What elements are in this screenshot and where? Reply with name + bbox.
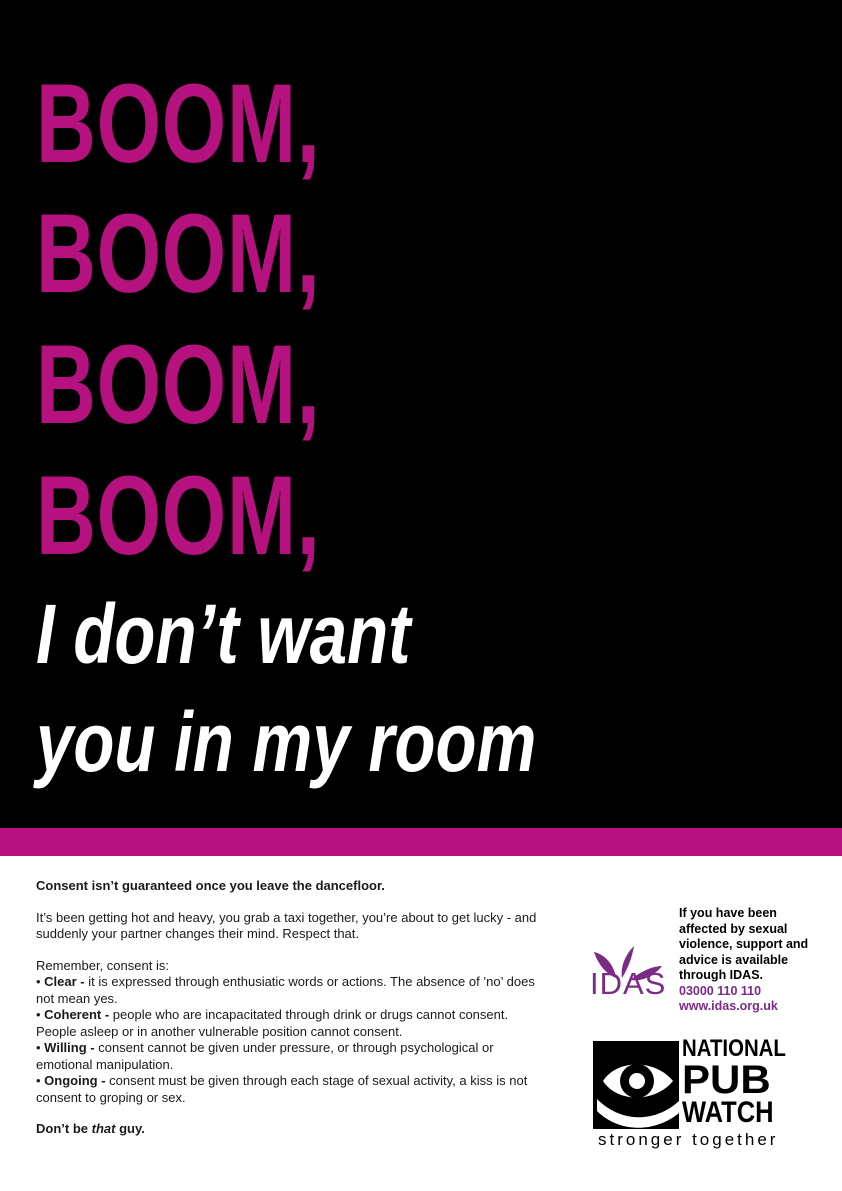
closing-post: guy.	[115, 1121, 145, 1136]
closing-line	[36, 1121, 546, 1138]
bullet-willing: • Willing - consent cannot be given under pressure, or through psychological or emotional manipulation.	[36, 1040, 494, 1072]
magenta-divider	[0, 828, 842, 856]
national-pubwatch-logo	[593, 1035, 808, 1151]
idas-logo-text: IDAS	[590, 966, 667, 1001]
bullet-term: Willing -	[44, 1040, 95, 1055]
headline-line-4: BOOM,	[36, 453, 321, 578]
bullet-text: consent must be given through each stage of sexual activity, a kiss is not consent to groping or sex.	[36, 1073, 528, 1105]
bullet-ongoing: • Ongoing - consent must be given through each stage of sexual activity, a kiss is not consent to groping or sex.	[36, 1073, 528, 1105]
headline-line-1: BOOM,	[36, 61, 321, 186]
bullet-clear: • Clear - it is expressed through enthusiatic words or actions. The absence of ’no’ does not mean yes.	[36, 974, 535, 1006]
idas-phone[interactable]: 03000 110 110	[679, 983, 762, 998]
pubwatch-national: NATIONAL	[682, 1035, 786, 1062]
tagline-line-2: you in my room	[36, 695, 537, 789]
consent-text	[36, 878, 546, 1153]
idas-support-info	[679, 906, 819, 1015]
pubwatch-pub: PUB	[682, 1058, 771, 1102]
tagline-line-1: I don’t want	[36, 587, 411, 681]
closing-pre: Don’t be	[36, 1121, 92, 1136]
bullet-term: Clear -	[44, 974, 85, 989]
bullet-text: people who are incapacitated through drink or drugs cannot consent. People asleep or in another vulnerable position cannot consent.	[36, 1007, 509, 1039]
pubwatch-tagline: stronger together	[598, 1130, 779, 1149]
bullet-term: Ongoing -	[44, 1073, 106, 1088]
pubwatch-watch: WATCH	[682, 1096, 774, 1129]
bullet-coherent: • Coherent - people who are incapacitated through drink or drugs cannot consent. People asleep or in another vulnerable position cannot consent.	[36, 1007, 509, 1039]
bullet-text: consent cannot be given under pressure, or through psychological or emotional manipulation.	[36, 1040, 494, 1072]
headline-line-3: BOOM,	[36, 322, 321, 447]
idas-info-text: If you have been affected by sexual violence, support and advice is available through IDAS.	[679, 906, 809, 982]
lead-statement: Consent isn’t guaranteed once you leave the dancefloor.	[36, 878, 385, 893]
idas-website[interactable]: www.idas.org.uk	[679, 999, 778, 1013]
pubwatch-wordmark	[682, 1037, 804, 1128]
bullet-text: it is expressed through enthusiatic words or actions. The absence of ’no’ does not mean yes.	[36, 974, 535, 1006]
closing-emphasis: that	[91, 1121, 116, 1136]
story-paragraph: It’s been getting hot and heavy, you grab a taxi together, you’re about to get lucky - and suddenly your partner changes their mind. Respect that.	[36, 909, 537, 941]
consent-intro: Remember, consent is:	[36, 957, 169, 973]
bullet-term: Coherent -	[44, 1007, 110, 1022]
headline-line-2: BOOM,	[36, 191, 321, 316]
pubwatch-eye-icon	[593, 1041, 679, 1129]
